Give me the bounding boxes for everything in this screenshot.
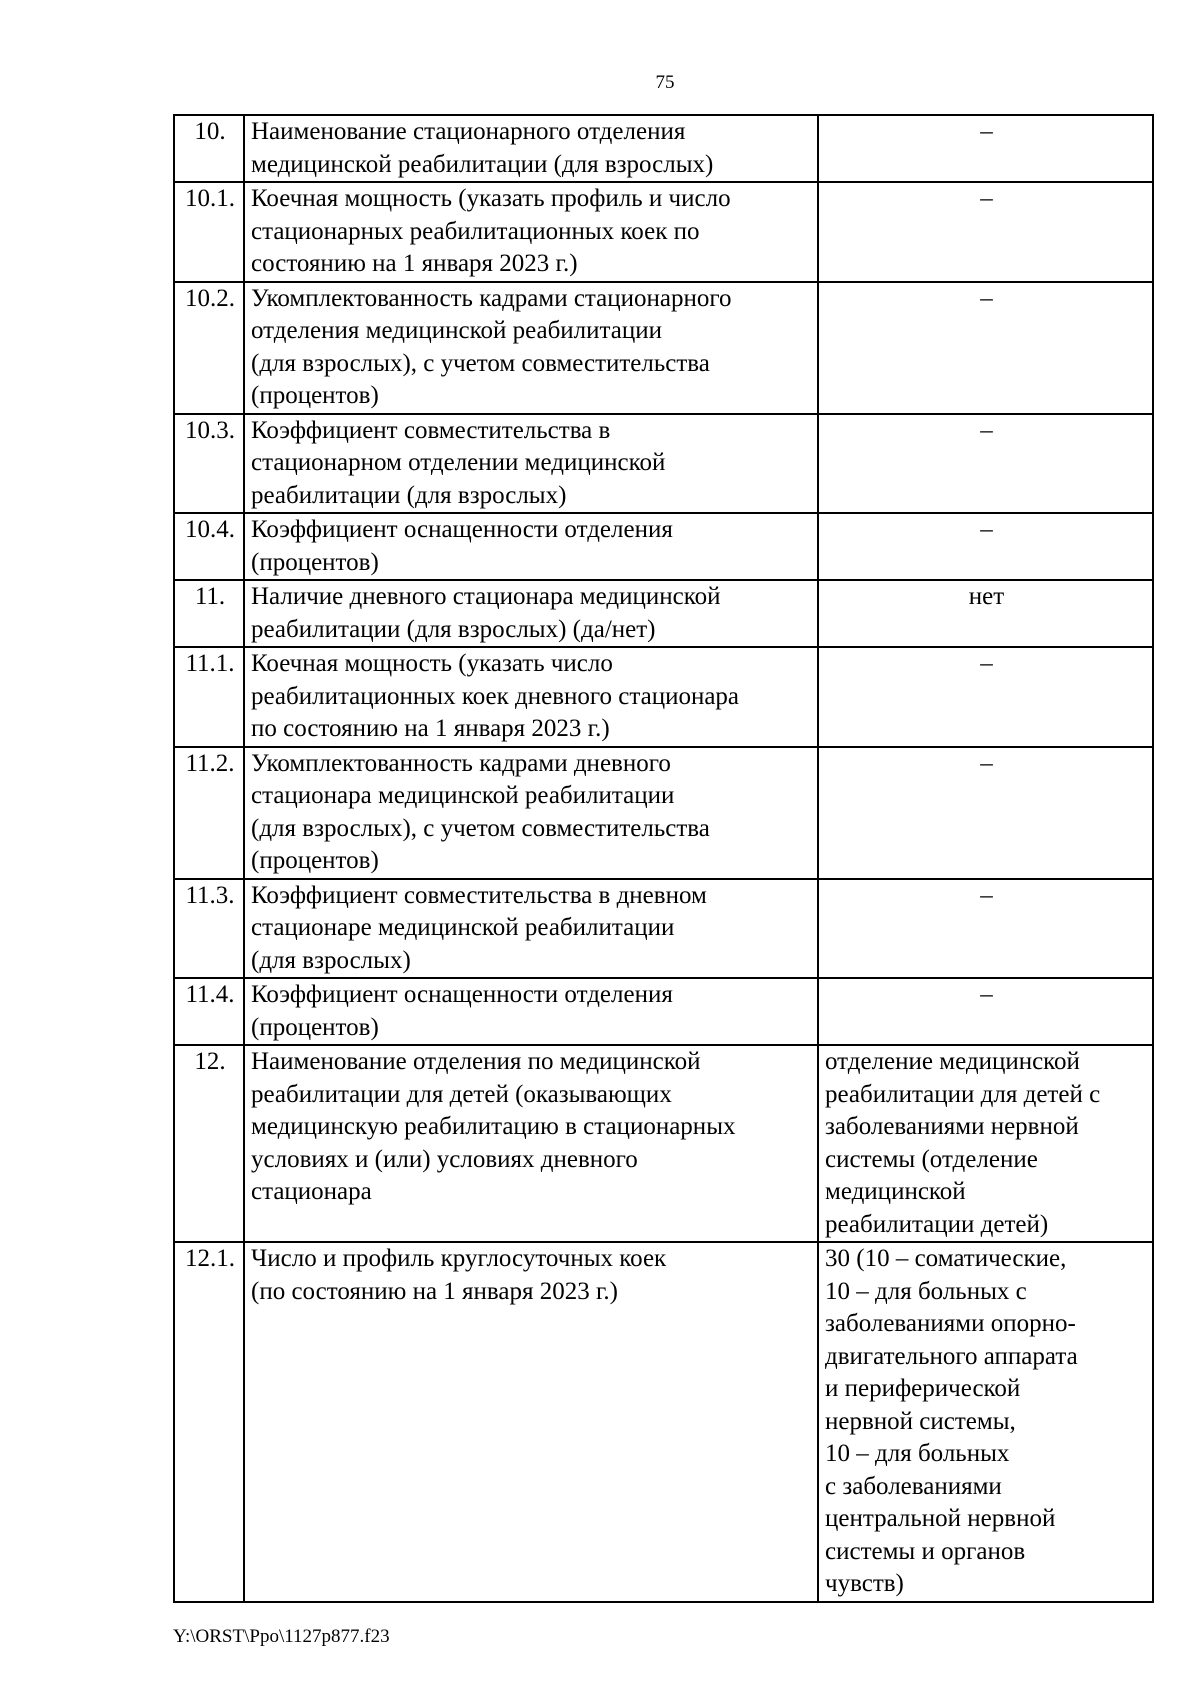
row-indicator: Наименование отделения по медицинской реабилитации для детей (оказывающих медицинскую реабилитацию в стационарных условиях и (или) условиях дневного стационара	[244, 1045, 818, 1242]
row-indicator: Коэффициент совместительства в дневном стационаре медицинской реабилитации (для взрослых)	[244, 879, 818, 979]
row-number: 10.1.	[174, 182, 244, 282]
row-number: 11.1.	[174, 647, 244, 747]
row-value: –	[818, 747, 1153, 879]
row-number: 11.	[174, 580, 244, 647]
row-value: –	[818, 978, 1153, 1045]
table-row	[174, 879, 1153, 979]
row-value: –	[818, 414, 1153, 514]
row-indicator: Коэффициент оснащенности отделения (процентов)	[244, 513, 818, 580]
row-value: –	[818, 115, 1153, 182]
document-table	[173, 114, 1154, 1603]
table-row	[174, 647, 1153, 747]
row-value: –	[818, 879, 1153, 979]
row-number: 11.4.	[174, 978, 244, 1045]
page-number: 75	[655, 72, 675, 93]
row-number: 10.4.	[174, 513, 244, 580]
row-indicator: Наименование стационарного отделения медицинской реабилитации (для взрослых)	[244, 115, 818, 182]
row-number: 11.2.	[174, 747, 244, 879]
table-row	[174, 115, 1153, 182]
row-value: нет	[818, 580, 1153, 647]
row-number: 10.	[174, 115, 244, 182]
table-row	[174, 1242, 1153, 1602]
table-row	[174, 1045, 1153, 1242]
row-number: 10.2.	[174, 282, 244, 414]
row-number: 12.1.	[174, 1242, 244, 1602]
row-indicator: Коэффициент совместительства в стационарном отделении медицинской реабилитации (для взрослых)	[244, 414, 818, 514]
row-indicator: Коечная мощность (указать профиль и число стационарных реабилитационных коек по состоянию на 1 января 2023 г.)	[244, 182, 818, 282]
row-indicator: Коечная мощность (указать число реабилитационных коек дневного стационара по состоянию на 1 января 2023 г.)	[244, 647, 818, 747]
table-row	[174, 747, 1153, 879]
table-row	[174, 414, 1153, 514]
table-row	[174, 282, 1153, 414]
row-indicator: Число и профиль круглосуточных коек (по состоянию на 1 января 2023 г.)	[244, 1242, 818, 1602]
row-number: 11.3.	[174, 879, 244, 979]
row-number: 10.3.	[174, 414, 244, 514]
table-row	[174, 978, 1153, 1045]
footer-file-path: Y:\ORST\Ppo\1127p877.f23	[173, 1626, 390, 1647]
row-value: –	[818, 182, 1153, 282]
table-row	[174, 580, 1153, 647]
row-value: –	[818, 647, 1153, 747]
table-row	[174, 182, 1153, 282]
row-indicator: Наличие дневного стационара медицинской реабилитации (для взрослых) (да/нет)	[244, 580, 818, 647]
row-indicator: Укомплектованность кадрами дневного стационара медицинской реабилитации (для взрослых), с учетом совместительства (процентов)	[244, 747, 818, 879]
row-indicator: Коэффициент оснащенности отделения (процентов)	[244, 978, 818, 1045]
row-indicator: Укомплектованность кадрами стационарного отделения медицинской реабилитации (для взрослых), с учетом совместительства (процентов)	[244, 282, 818, 414]
table-row	[174, 513, 1153, 580]
row-number: 12.	[174, 1045, 244, 1242]
row-value: –	[818, 282, 1153, 414]
row-value: отделение медицинской реабилитации для детей с заболеваниями нервной системы (отделение медицинской реабилитации детей)	[818, 1045, 1153, 1242]
row-value: –	[818, 513, 1153, 580]
row-value: 30 (10 – соматические, 10 – для больных с заболеваниями опорно- двигательного аппарата и периферической нервной системы, 10 – для больных с заболеваниями центральной нервной системы и органов чувств)	[818, 1242, 1153, 1602]
